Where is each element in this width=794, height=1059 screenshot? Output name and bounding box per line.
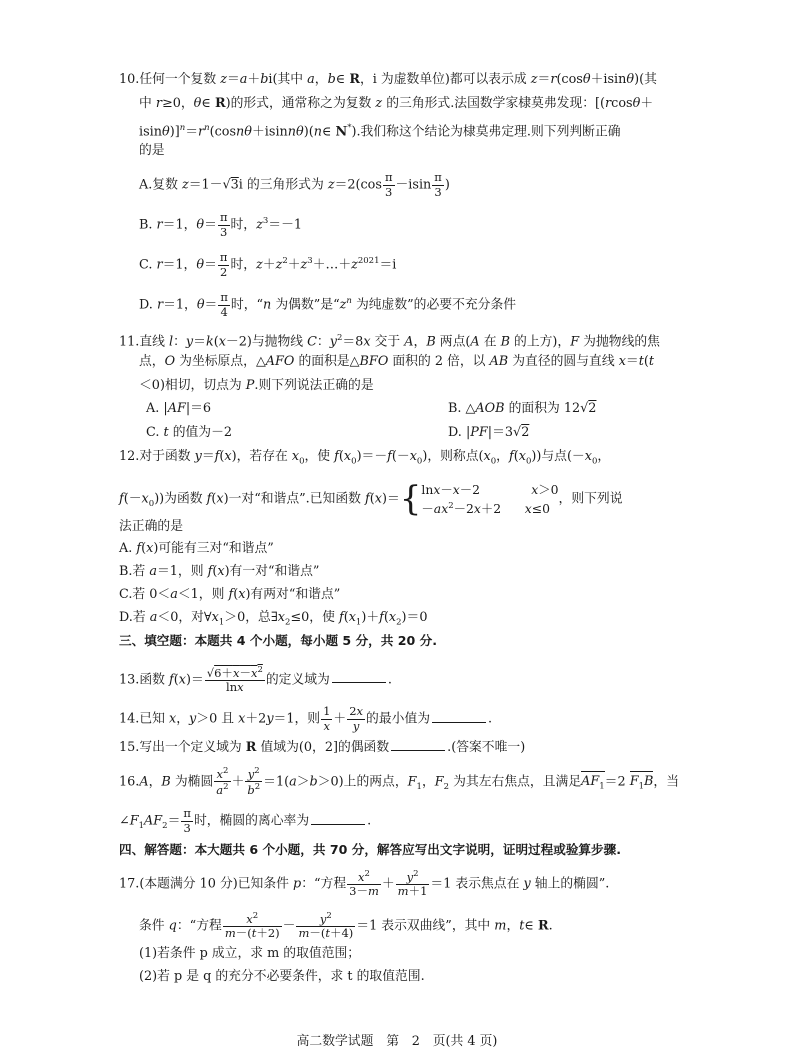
section-3-heading: 三、填空题：本题共 4 个小题，每小题 5 分，共 20 分. (119, 633, 438, 648)
section-4-heading: 四、解答题：本大题共 6 个小题，共 70 分，解答应写出文字说明，证明过程或验算步骤. (119, 842, 621, 857)
q12-line-2: $f(-x_0)$)为函数 f(x)一对“和谐点”.已知函数 f(x)＝{ lnx－x－2 x＞0 $-ax^2-2x+2$ x≤0 ，则下列说 (119, 479, 623, 520)
q11-option-a: A. |AF|＝6 (146, 401, 212, 416)
q12-line-3: 法正确的是 (119, 519, 183, 534)
q11-option-d: D. |PF|＝3√2 (448, 425, 530, 440)
q17-line-1: 17.(本题满分 10 分)已知条件 p：“方程 $\frac{x^2}{3-m}$ ＋ $\frac{y^2}{m+1}$ ＝1 表示焦点在 y 轴上的椭圆”. (119, 869, 610, 899)
q17-line-3: (1)若条件 p 成立，求 m 的取值范围； (139, 946, 361, 961)
q11-line-3: ＜0)相切，切点为 P.则下列说法正确的是 (139, 378, 374, 393)
q10-option-c: C. r＝1，θ＝ $\frac{\pi}{2}$ 时，$z+z^2+z^3+\dots+z^{2021}=i$ (139, 250, 397, 279)
q17-line-2: 条件 q：“方程 $\frac{x^2}{m-(t+2)}$ － $\frac{y^2}{m-(t+4)}$ ＝1 表示双曲线”，其中 m，t∈ R. (139, 911, 553, 941)
q16-line-1: 16.A，B 为椭圆 $\frac{x^2}{a^2}$ ＋ $\frac{y^2}{b^2}$ ＝1(a＞b＞0)上的两点，$F_1$，$F_2$ 为其左右焦点，且满足$AF_1=2$ $F_1B$，当 (119, 766, 679, 798)
q10-line-3: $isin\theta)]^n=r^n(\cos n\theta+isinn\theta)(n\in$ N*).我们称这个结论为棣莫弗定理.则下列判断正确 (139, 123, 621, 140)
q11-line-1: 11.直线 l：y＝k(x－2)与抛物线 C：$y^2=8x$ 交于 A，B 两点(A 在 B 的上方)，F 为抛物线的焦 (119, 333, 660, 350)
q10-line-4: 的是 (139, 143, 165, 158)
q10-option-a: A.复数 z＝1－√3i 的三角形式为 z＝2(cos $\frac{\pi}{3}$ －isin $\frac{\pi}{3}$ ) (139, 170, 450, 199)
q16-line-2: $\angle F_1AF_2=$ $\frac{\pi}{3}$ 时，椭圆的离心率为 . (119, 806, 372, 835)
q12-option-c: C.若 0＜a＜1，则 f(x)有两对“和谐点” (119, 587, 341, 602)
q11-option-b: B. △AOB 的面积为 12√2 (448, 401, 597, 416)
q10-option-b: B. r＝1，θ＝ $\frac{\pi}{3}$ 时，$z^3=-1$ (139, 210, 303, 239)
q10-option-d: D. r＝1，θ＝ $\frac{\pi}{4}$ 时，“n 为偶数”是“$z^n$ 为纯虚数”的必要不充分条件 (139, 290, 517, 319)
question-14: 14.已知 x，y＞0 且 x＋2y＝1，则 $\frac{1}{x}$ ＋ $\frac{2x}{y}$ 的最小值为 . (119, 704, 493, 733)
q12-option-a: A. f(x)可能有三对“和谐点” (119, 541, 274, 556)
question-15: 15.写出一个定义域为 R 值域为(0，2]的偶函数 .(答案不唯一) (119, 740, 526, 755)
q12-option-d: D.若 a＜0，对$\forall x_1>0$，总$\exists x_2\le 0$，使 $f(x_1)+f(x_2)=0$ (119, 610, 428, 628)
page-footer: 高二数学试题 第 2 页(共 4 页) (296, 1034, 498, 1049)
q10-line-2: 中 r≥0，θ∈ R)的形式，通常称之为复数 z 的三角形式.法国数学家棣莫弗发现：[(rcosθ＋ (139, 96, 654, 111)
question-13: 13.函数 f(x)＝ $\frac{√6+x-x^2}{\ln x}$ 的定义域为 . (119, 665, 392, 695)
q10-line-1: 10.任何一个复数 z＝a＋bi(其中 a，b∈ R，i 为虚数单位)都可以表示成 z＝r(cosθ＋isinθ)(其 (119, 72, 657, 87)
q12-line-1: 12.对于函数 y＝f(x)，若存在 $x_0$，使 $f(x_0)=-f(-x_0)$，则称点($x_0$，$f(x_0)$)与点($-x_0$， (119, 449, 611, 467)
q11-option-c: C. t 的值为－2 (146, 425, 233, 440)
q17-line-4: (2)若 p 是 q 的充分不必要条件，求 t 的取值范围. (139, 969, 425, 984)
q12-option-b: B.若 a＝1，则 f(x)有一对“和谐点” (119, 564, 320, 579)
q11-line-2: 点，O 为坐标原点，△AFO 的面积是△BFO 面积的 2 倍，以 AB 为直径的圆与直线 x＝t(t (139, 354, 655, 369)
